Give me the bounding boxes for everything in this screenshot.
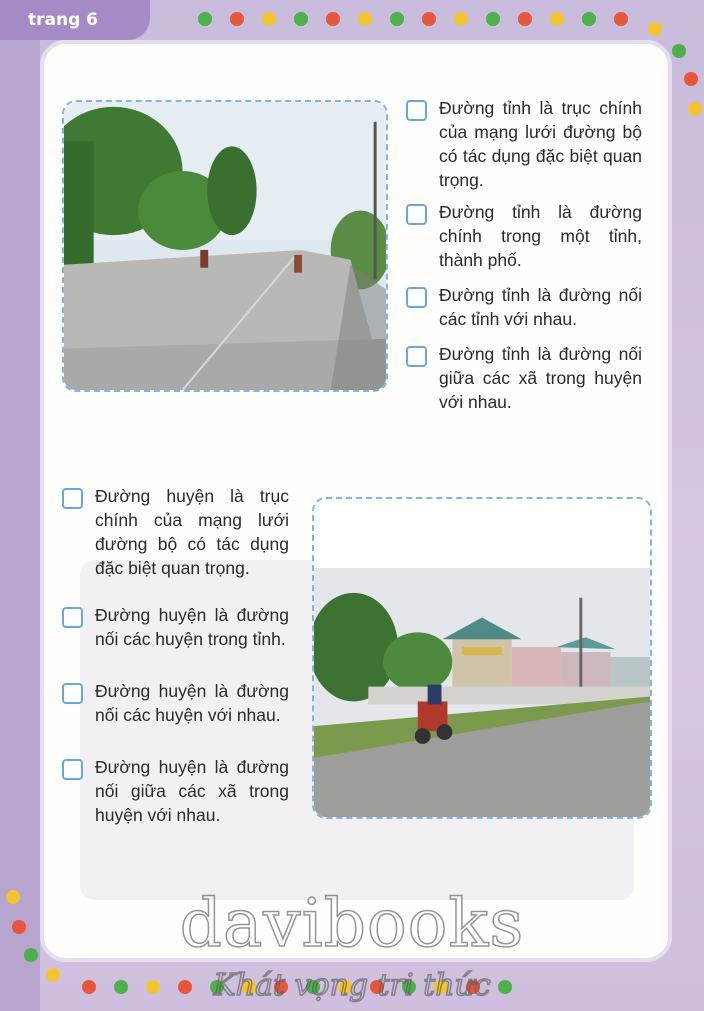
page-number-label: trang 6 [0,0,150,40]
checkbox-icon[interactable] [62,759,83,780]
provincial-option-2[interactable] [406,200,642,272]
option-text: Đường huyện là đường nối giữa các xã trong huyện với nhau. [95,757,289,825]
option-text: Đường tỉnh là đường nối các tỉnh với nhau. [439,285,642,329]
district-road-photo [312,497,652,819]
provincial-road-photo [62,100,388,392]
option-text: Đường huyện là trục chính của mạng lưới đường bộ có tác dụng đặc biệt quan trọng. [95,486,289,578]
checkbox-icon[interactable] [406,204,427,225]
checkbox-icon[interactable] [62,488,83,509]
district-option-2[interactable] [62,603,289,651]
provincial-option-1[interactable] [406,96,642,192]
provincial-option-3[interactable] [406,283,642,331]
watermark-slogan: Khát vọng tri thức [213,968,491,1003]
checkbox-icon[interactable] [406,287,427,308]
checkbox-icon[interactable] [62,683,83,704]
district-option-1[interactable] [62,484,289,580]
option-text: Đường tỉnh là trục chính của mạng lưới đường bộ có tác dụng đặc biệt quan trọng. [439,98,642,190]
option-text: Đường huyện là đường nối các huyện với nhau. [95,681,289,725]
watermark-brand: davibooks [179,885,525,962]
district-option-3[interactable] [62,679,289,727]
district-option-4[interactable] [62,755,289,827]
checkbox-icon[interactable] [62,607,83,628]
provincial-option-4[interactable] [406,342,642,414]
left-strip [0,0,40,1011]
checkbox-icon[interactable] [406,100,427,121]
checkbox-icon[interactable] [406,346,427,367]
option-text: Đường tỉnh là đường chính trong một tỉnh, thành phố. [439,202,642,270]
option-text: Đường tỉnh là đường nối giữa các xã trong huyện với nhau. [439,344,642,412]
option-text: Đường huyện là đường nối các huyện trong tỉnh. [95,605,289,649]
